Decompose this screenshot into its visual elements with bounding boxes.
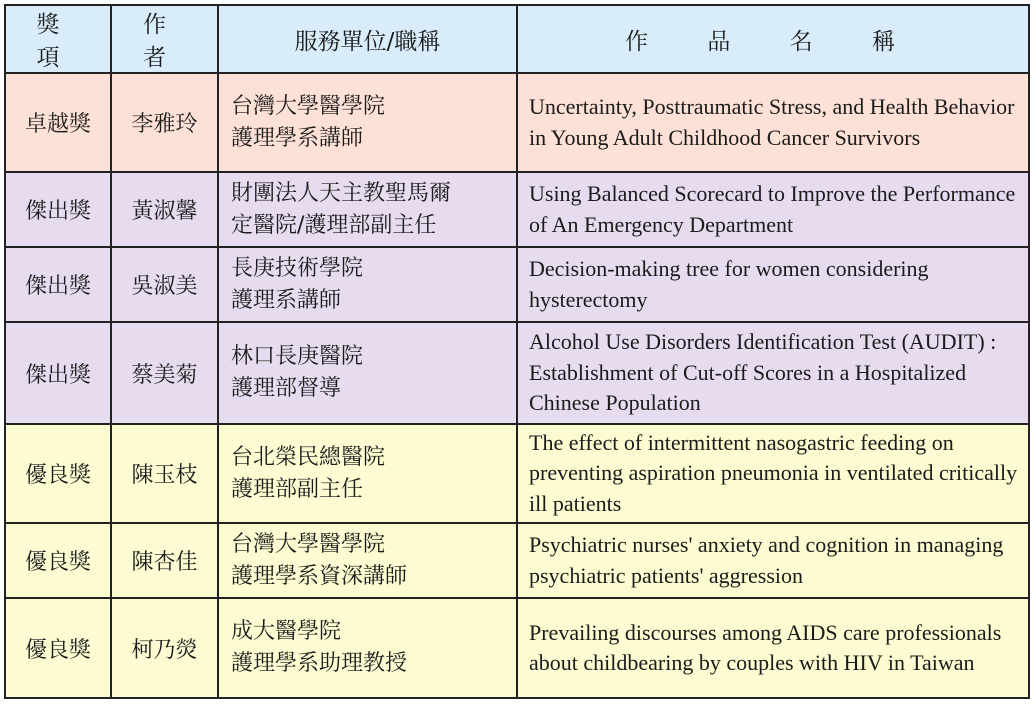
awards-table	[4, 4, 1030, 699]
table-row	[5, 73, 1029, 172]
award-cell: 優良獎	[5, 424, 111, 523]
table-row	[5, 172, 1029, 247]
award-cell: 傑出獎	[5, 247, 111, 322]
header-author: 作 者	[111, 5, 218, 73]
work-title-cell: Decision-making tree for women considering hysterectomy	[517, 247, 1029, 322]
affiliation-cell	[218, 73, 517, 172]
affiliation-line: 財團法人天主教聖馬爾	[231, 180, 452, 206]
author-cell: 吳淑美	[111, 247, 218, 322]
affiliation-line: 護理部副主任	[231, 476, 364, 502]
header-award: 獎 項	[5, 5, 111, 73]
affiliation-cell	[218, 172, 517, 247]
affiliation-line: 護理系講師	[231, 287, 342, 313]
affiliation-line: 台灣大學醫學院	[231, 93, 386, 119]
affiliation-cell	[218, 523, 517, 598]
affiliation-line: 護理學系講師	[231, 125, 364, 151]
work-title-cell: Prevailing discourses among AIDS care professionals about childbearing by couples with HIV in Taiwan	[517, 598, 1029, 698]
table-row	[5, 598, 1029, 698]
author-cell: 柯乃熒	[111, 598, 218, 698]
award-cell: 傑出獎	[5, 172, 111, 247]
author-cell: 陳杏佳	[111, 523, 218, 598]
award-cell: 卓越獎	[5, 73, 111, 172]
table-row	[5, 424, 1029, 523]
table-row	[5, 247, 1029, 322]
header-affiliation: 服務單位/職稱	[218, 5, 517, 73]
author-cell: 李雅玲	[111, 73, 218, 172]
work-title-cell: Uncertainty, Posttraumatic Stress, and Health Behavior in Young Adult Childhood Cancer Survivors	[517, 73, 1029, 172]
author-cell: 黃淑馨	[111, 172, 218, 247]
affiliation-line: 護理學系助理教授	[231, 651, 408, 676]
affiliation-line: 台灣大學醫學院	[231, 531, 386, 557]
author-cell: 蔡美菊	[111, 322, 218, 424]
header-work-title: 作 品 名 稱	[517, 5, 1029, 73]
work-title-cell: Using Balanced Scorecard to Improve the Performance of An Emergency Department	[517, 172, 1029, 247]
work-title-cell: Psychiatric nurses' anxiety and cognition in managing psychiatric patients' aggression	[517, 523, 1029, 598]
affiliation-cell	[218, 424, 517, 523]
work-title-cell: The effect of intermittent nasogastric feeding on preventing aspiration pneumonia in ventilated critically ill patients	[517, 424, 1029, 523]
affiliation-cell	[218, 322, 517, 424]
header-row	[5, 5, 1029, 73]
affiliation-cell	[218, 598, 517, 698]
affiliation-line: 成大醫學院	[231, 619, 342, 644]
affiliation-line: 長庚技術學院	[231, 255, 364, 281]
affiliation-line: 護理部督導	[231, 376, 342, 401]
affiliation-line: 定醫院/護理部副主任	[231, 212, 437, 238]
work-title-cell: Alcohol Use Disorders Identification Test (AUDIT) : Establishment of Cut-off Scores in a Hospitalized Chinese Population	[517, 322, 1029, 424]
affiliation-line: 林口長庚醫院	[231, 344, 364, 369]
table-row	[5, 322, 1029, 424]
award-cell: 優良獎	[5, 523, 111, 598]
table-row	[5, 523, 1029, 598]
award-cell: 優良獎	[5, 598, 111, 698]
affiliation-cell	[218, 247, 517, 322]
award-cell: 傑出獎	[5, 322, 111, 424]
affiliation-line: 護理學系資深講師	[231, 563, 408, 589]
author-cell: 陳玉枝	[111, 424, 218, 523]
affiliation-line: 台北榮民總醫院	[231, 444, 386, 470]
